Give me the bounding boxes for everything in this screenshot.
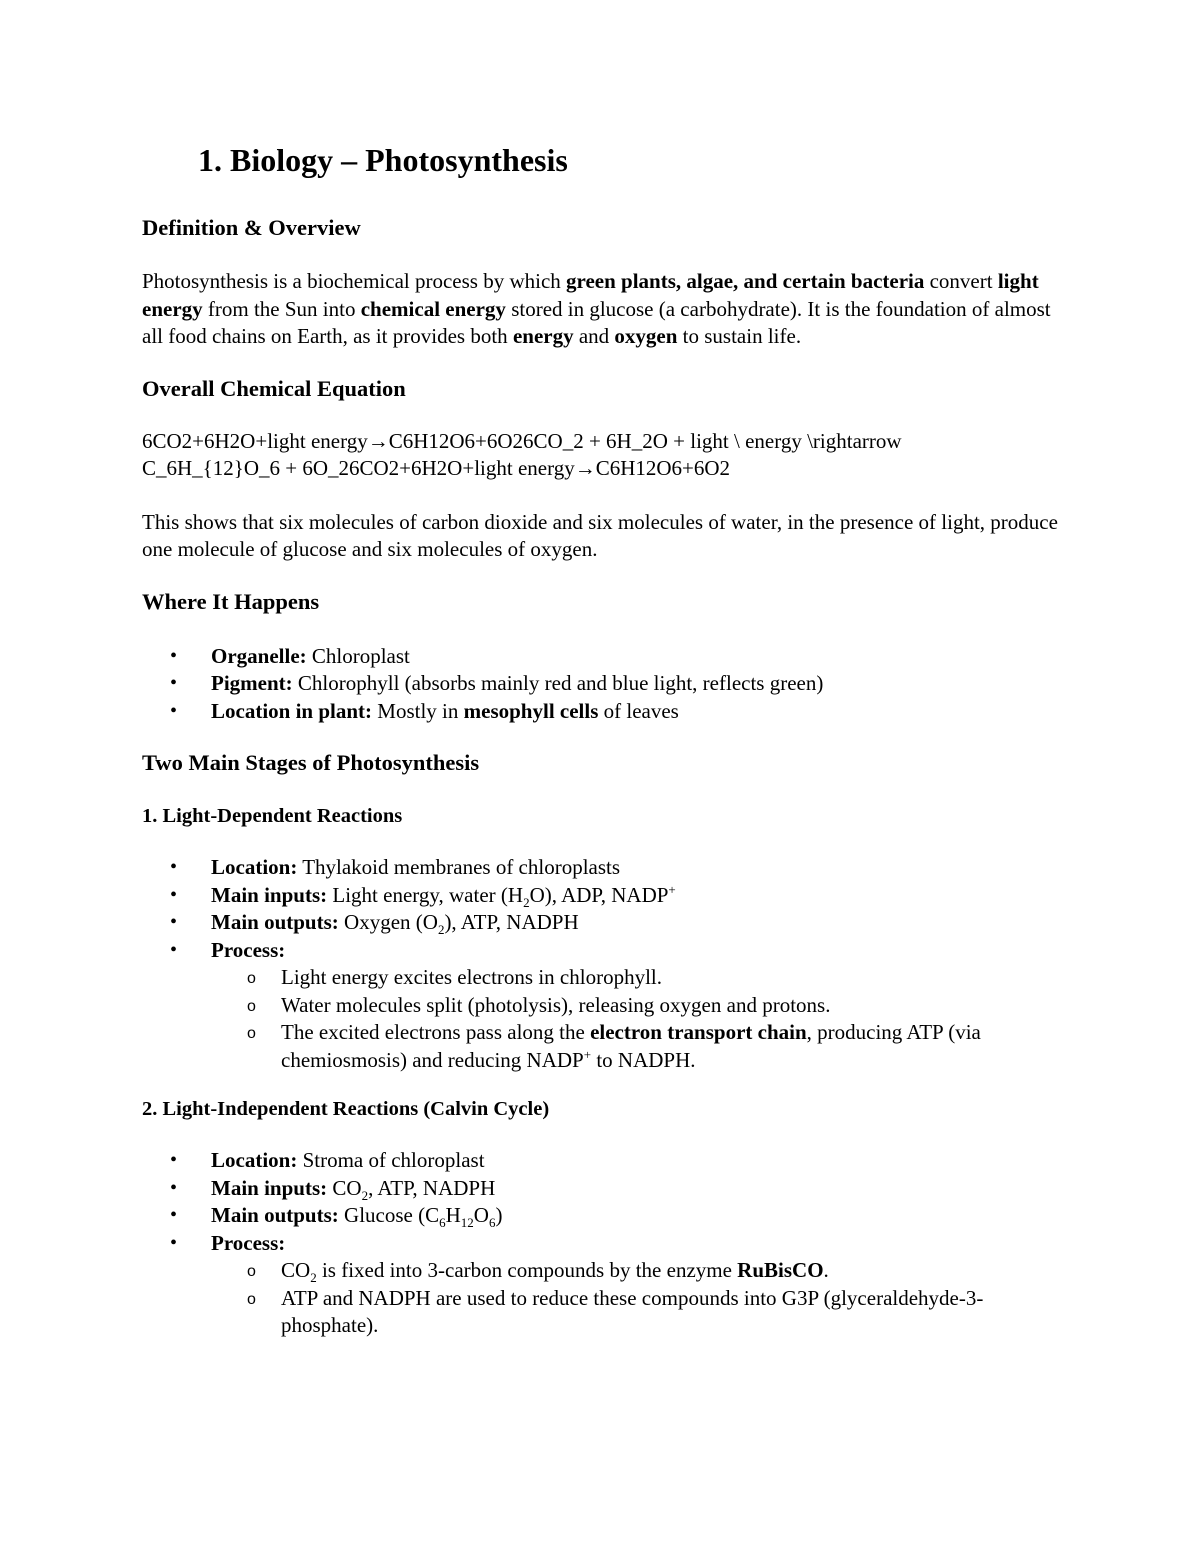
list-item: • Process: o $CO_2$ is fixed into 3-carbon compounds by the enzyme RuBisCO. o ATP and NADPH are used to reduce these compounds into G3P (glyceraldehyde-3-phosphate). bbox=[142, 1230, 1062, 1340]
list-item: • Process: o Light energy excites electrons in chlorophyll. o Water molecules split (photolysis), releasing oxygen and protons. o The excited electrons pass along the electron transport chain, producing ATP (via chemiosmosis) and reducing NADP+ to NADPH. bbox=[142, 937, 1062, 1075]
light-dependent-list bbox=[142, 854, 1062, 1074]
light-independent-list bbox=[142, 1147, 1062, 1340]
definition-heading: Definition & Overview bbox=[142, 215, 361, 240]
sublist-item: o $CO_2$ is fixed into 3-carbon compounds by the enzyme RuBisCO. bbox=[211, 1257, 1062, 1285]
list-item: • Main outputs: Oxygen $(O_2)$, ATP, NADPH bbox=[142, 909, 1062, 937]
chemical-equation bbox=[142, 428, 1062, 483]
process-sublist bbox=[211, 964, 1062, 1074]
light-dependent-heading: 1. Light-Dependent Reactions bbox=[142, 805, 403, 827]
document-page bbox=[142, 130, 1062, 1340]
list-item: • Location in plant: Mostly in mesophyll cells of leaves bbox=[142, 698, 1062, 726]
process-sublist bbox=[211, 1257, 1062, 1340]
where-list bbox=[142, 643, 1062, 726]
equation-description: This shows that six molecules of carbon dioxide and six molecules of water, in the presence of light, produce one molecule of glucose and six molecules of oxygen. bbox=[142, 509, 1058, 561]
list-item: • Main inputs: Light energy, water $(H_2O)$, ADP, NADP+ bbox=[142, 882, 1062, 910]
list-item: • Main outputs: Glucose $(C_6H_{12}O_6)$ bbox=[142, 1202, 1062, 1230]
equation-line-2: C_6H_{12}O_6 + 6O_26CO2+6H2O+light energy→C6H12O6+6O2 bbox=[142, 456, 731, 480]
document-title: 1. Biology – Photosynthesis bbox=[198, 142, 568, 178]
list-item: • Location: Thylakoid membranes of chloroplasts bbox=[142, 854, 1062, 882]
equation-line-1: 6CO2+6H2O+light energy→C6H12O6+6O26CO_2 + 6H_2O + light \ energy \rightarrow bbox=[142, 428, 902, 453]
list-item: • Main inputs: $CO_2$, ATP, NADPH bbox=[142, 1175, 1062, 1203]
stages-heading: Two Main Stages of Photosynthesis bbox=[142, 750, 480, 775]
list-item: • Organelle: Chloroplast bbox=[142, 643, 1062, 671]
list-item: • Pigment: Chlorophyll (absorbs mainly red and blue light, reflects green) bbox=[142, 670, 1062, 698]
equation-heading: Overall Chemical Equation bbox=[142, 375, 406, 401]
sublist-item: o Water molecules split (photolysis), releasing oxygen and protons. bbox=[211, 992, 1062, 1020]
light-independent-heading: 2. Light-Independent Reactions (Calvin Cycle) bbox=[142, 1098, 550, 1120]
where-heading: Where It Happens bbox=[142, 588, 320, 614]
sublist-item: o The excited electrons pass along the electron transport chain, producing ATP (via chemiosmosis) and reducing NADP+ to NADPH. bbox=[211, 1019, 1062, 1074]
definition-paragraph: Photosynthesis is a biochemical process by which green plants, algae, and certain bacteria convert light energy from the Sun into chemical energy stored in glucose (a carbohydrate). It is the foundation of almost all food chains on Earth, as it provides both energy and oxygen to sustain life. bbox=[142, 269, 1051, 348]
list-item: • Location: Stroma of chloroplast bbox=[142, 1147, 1062, 1175]
sublist-item: o ATP and NADPH are used to reduce these compounds into G3P (glyceraldehyde-3-phosphate). bbox=[211, 1285, 1062, 1340]
sublist-item: o Light energy excites electrons in chlorophyll. bbox=[211, 964, 1062, 992]
